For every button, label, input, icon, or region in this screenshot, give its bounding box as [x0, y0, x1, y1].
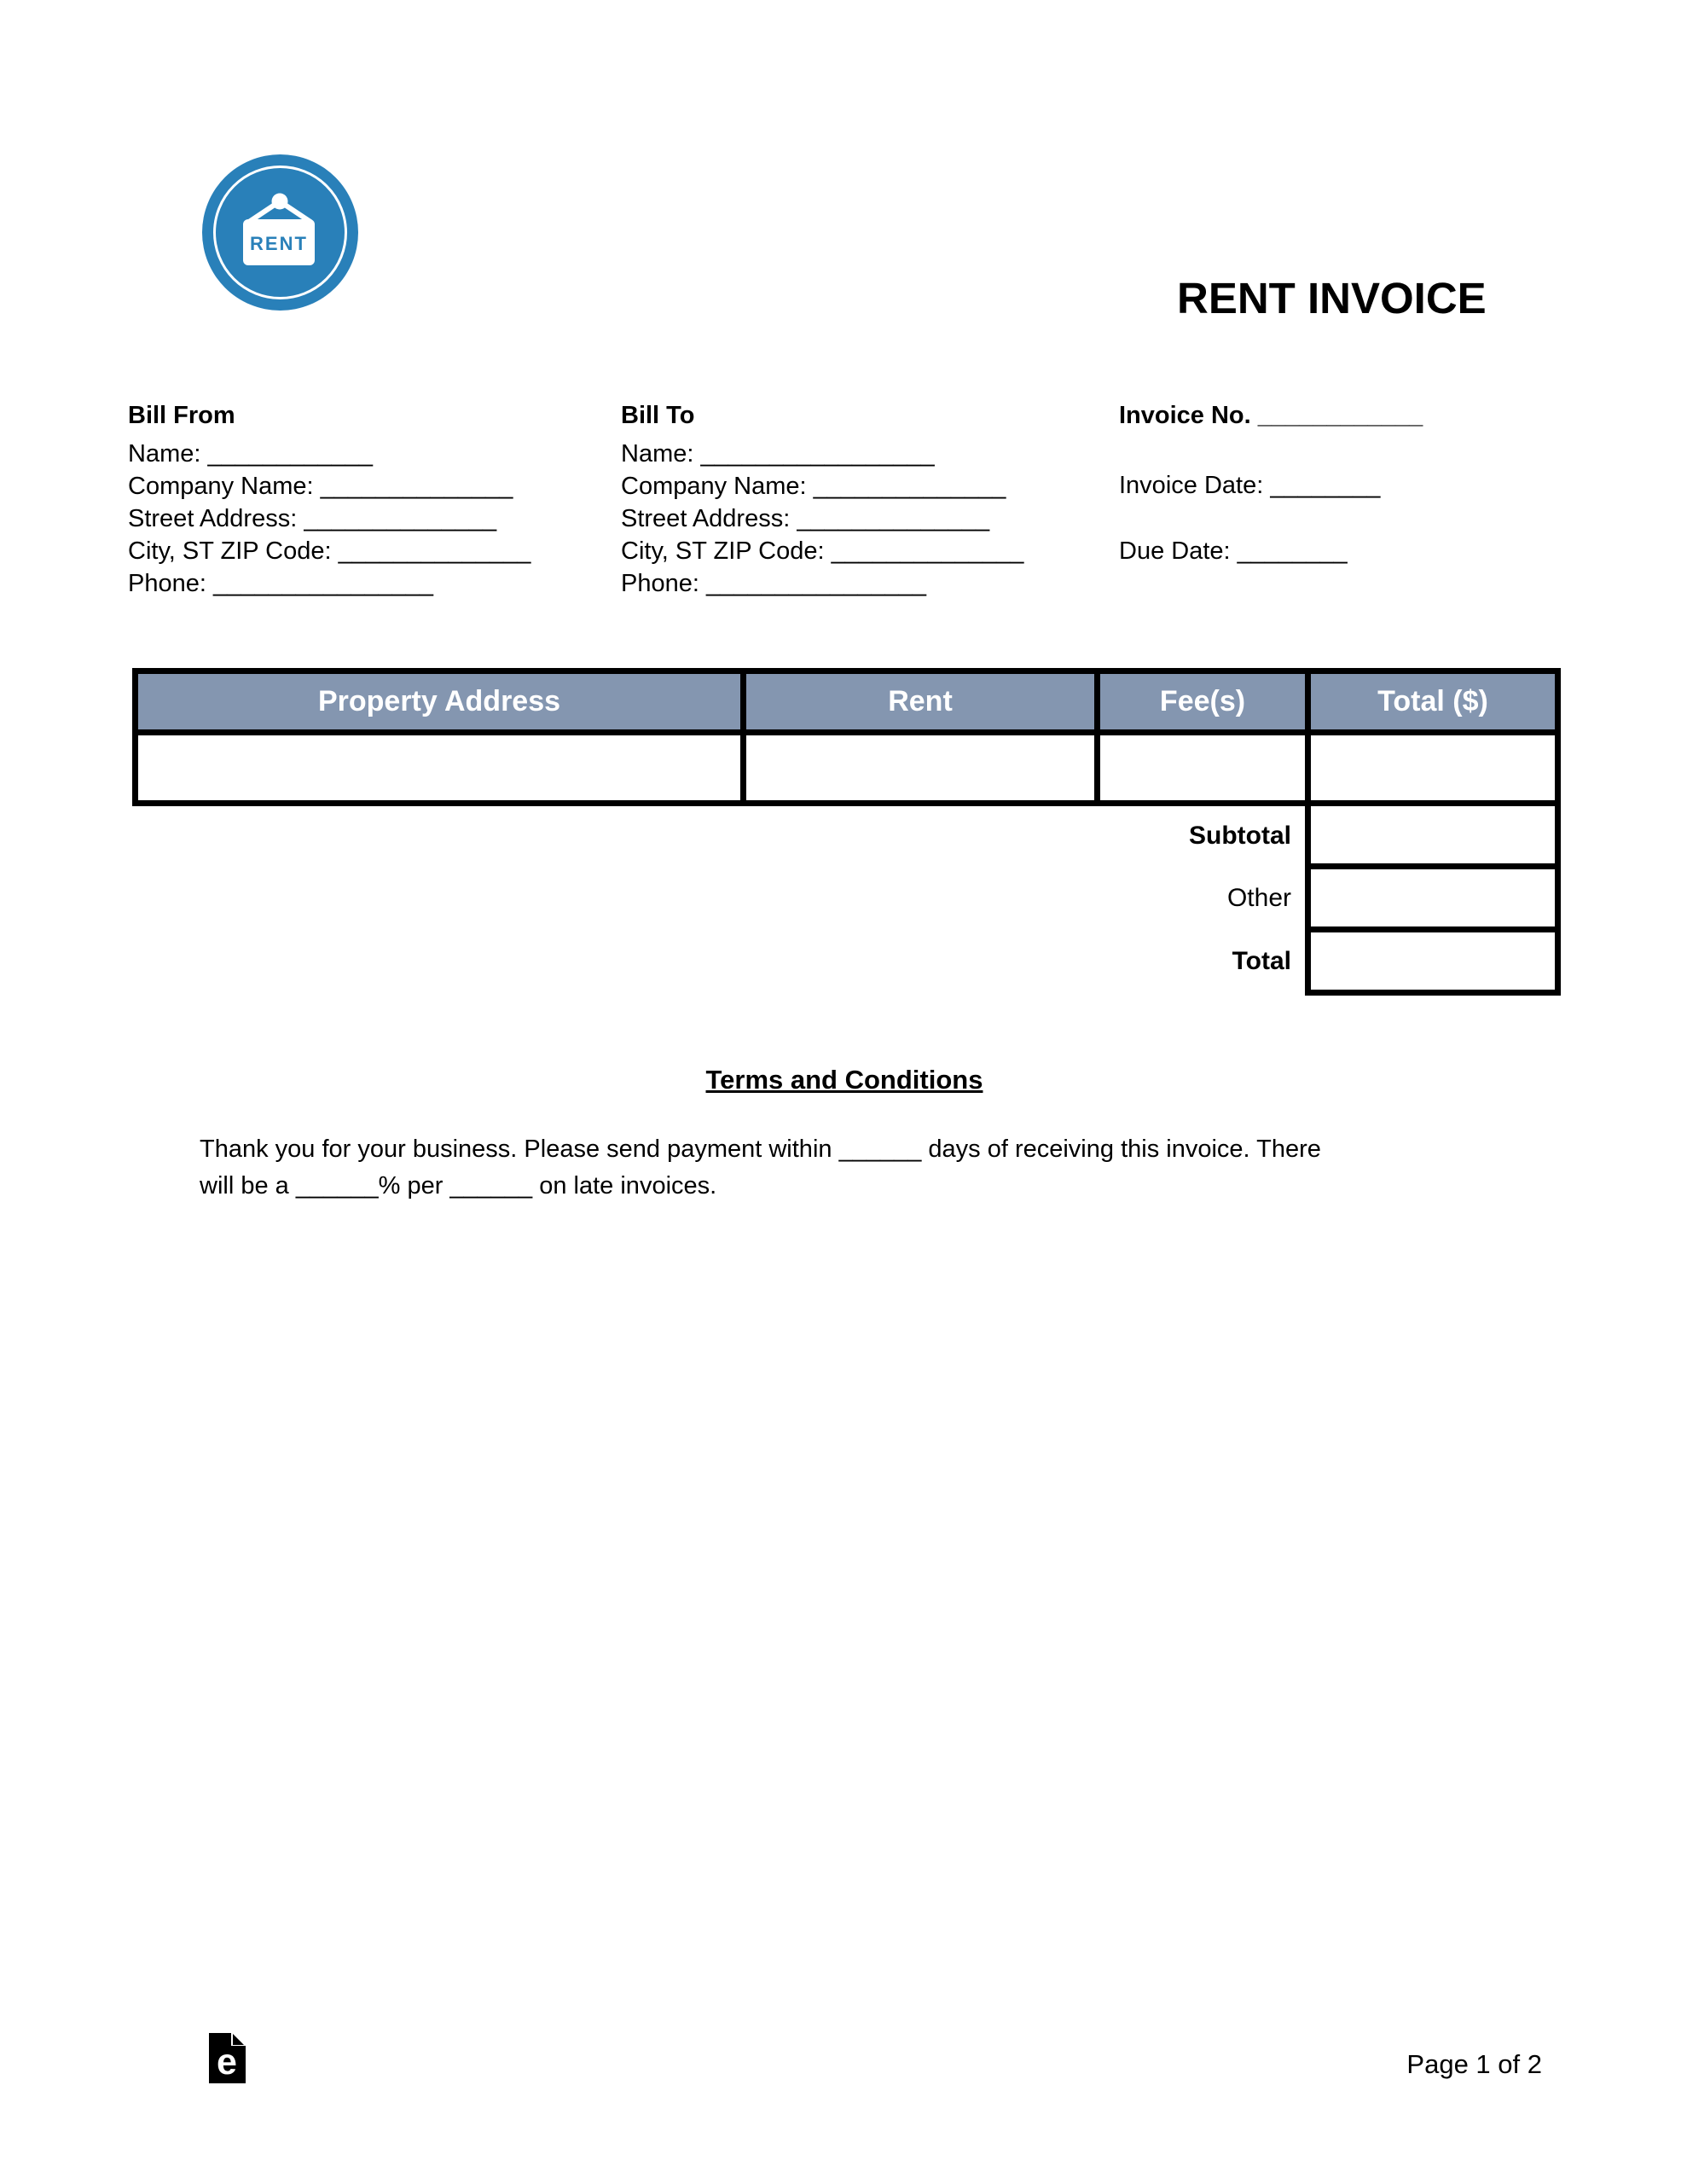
rent-column-header: Rent [744, 671, 1098, 733]
terms-heading: Terms and Conditions [705, 1065, 983, 1095]
bill-from-name-line[interactable]: Name: ____________ [128, 440, 374, 468]
total-label: Total [1232, 946, 1291, 975]
subtotal-row [136, 804, 1558, 867]
page-title: RENT INVOICE [1177, 274, 1487, 322]
total-value-box[interactable] [1308, 930, 1558, 993]
rent-logo [202, 154, 358, 311]
logo-sign-text: RENT [250, 233, 308, 254]
bill-to-street-line[interactable]: Street Address: ______________ [621, 505, 990, 532]
rent-cell[interactable] [744, 733, 1098, 804]
property-address-column-header: Property Address [136, 671, 744, 733]
fees-column-header: Fee(s) [1098, 671, 1308, 733]
total-column-header: Total ($) [1308, 671, 1558, 733]
eforms-logo-letter: e [217, 2042, 237, 2082]
invoice-date-line[interactable]: Invoice Date: ________ [1119, 472, 1381, 499]
total-cell[interactable] [1308, 733, 1558, 804]
eforms-logo-icon [209, 2033, 246, 2083]
bill-to-section [621, 399, 1099, 600]
terms-line-2: will be a ______% per ______ on late invoices. [200, 1172, 717, 1199]
bill-to-header: Bill To [621, 402, 695, 429]
bill-from-company-line[interactable]: Company Name: ______________ [128, 473, 513, 500]
bill-from-street-line[interactable]: Street Address: ______________ [128, 505, 497, 532]
page-number-label: Page 1 of 2 [1406, 2049, 1542, 2079]
bill-from-section [128, 399, 606, 600]
due-date-line[interactable]: Due Date: ________ [1119, 537, 1348, 565]
invoice-number-line[interactable]: Invoice No. ____________ [1119, 402, 1423, 429]
fees-cell[interactable] [1098, 733, 1308, 804]
terms-line-1: Thank you for your business. Please send payment within ______ days of receiving this invoice. There [200, 1136, 1321, 1163]
charges-table [132, 668, 1561, 996]
terms-paragraph [200, 1131, 1496, 1205]
charges-table-data-row [136, 733, 1558, 804]
other-value-box[interactable] [1308, 867, 1558, 930]
invoice-meta-section [1119, 399, 1545, 567]
charges-table-header-row [136, 671, 1558, 733]
bill-from-city-line[interactable]: City, ST ZIP Code: ______________ [128, 537, 531, 565]
bill-to-phone-line[interactable]: Phone: ________________ [621, 570, 927, 597]
bill-from-header: Bill From [128, 402, 235, 429]
bill-to-company-line[interactable]: Company Name: ______________ [621, 473, 1006, 500]
bill-to-city-line[interactable]: City, ST ZIP Code: ______________ [621, 537, 1024, 565]
subtotal-value-box[interactable] [1308, 804, 1558, 867]
bill-from-phone-line[interactable]: Phone: ________________ [128, 570, 434, 597]
bill-to-name-line[interactable]: Name: _________________ [621, 440, 935, 468]
subtotal-label: Subtotal [1189, 822, 1291, 851]
total-row [136, 930, 1558, 993]
property-address-cell[interactable] [136, 733, 744, 804]
other-row [136, 867, 1558, 930]
other-label: Other [1226, 883, 1291, 912]
